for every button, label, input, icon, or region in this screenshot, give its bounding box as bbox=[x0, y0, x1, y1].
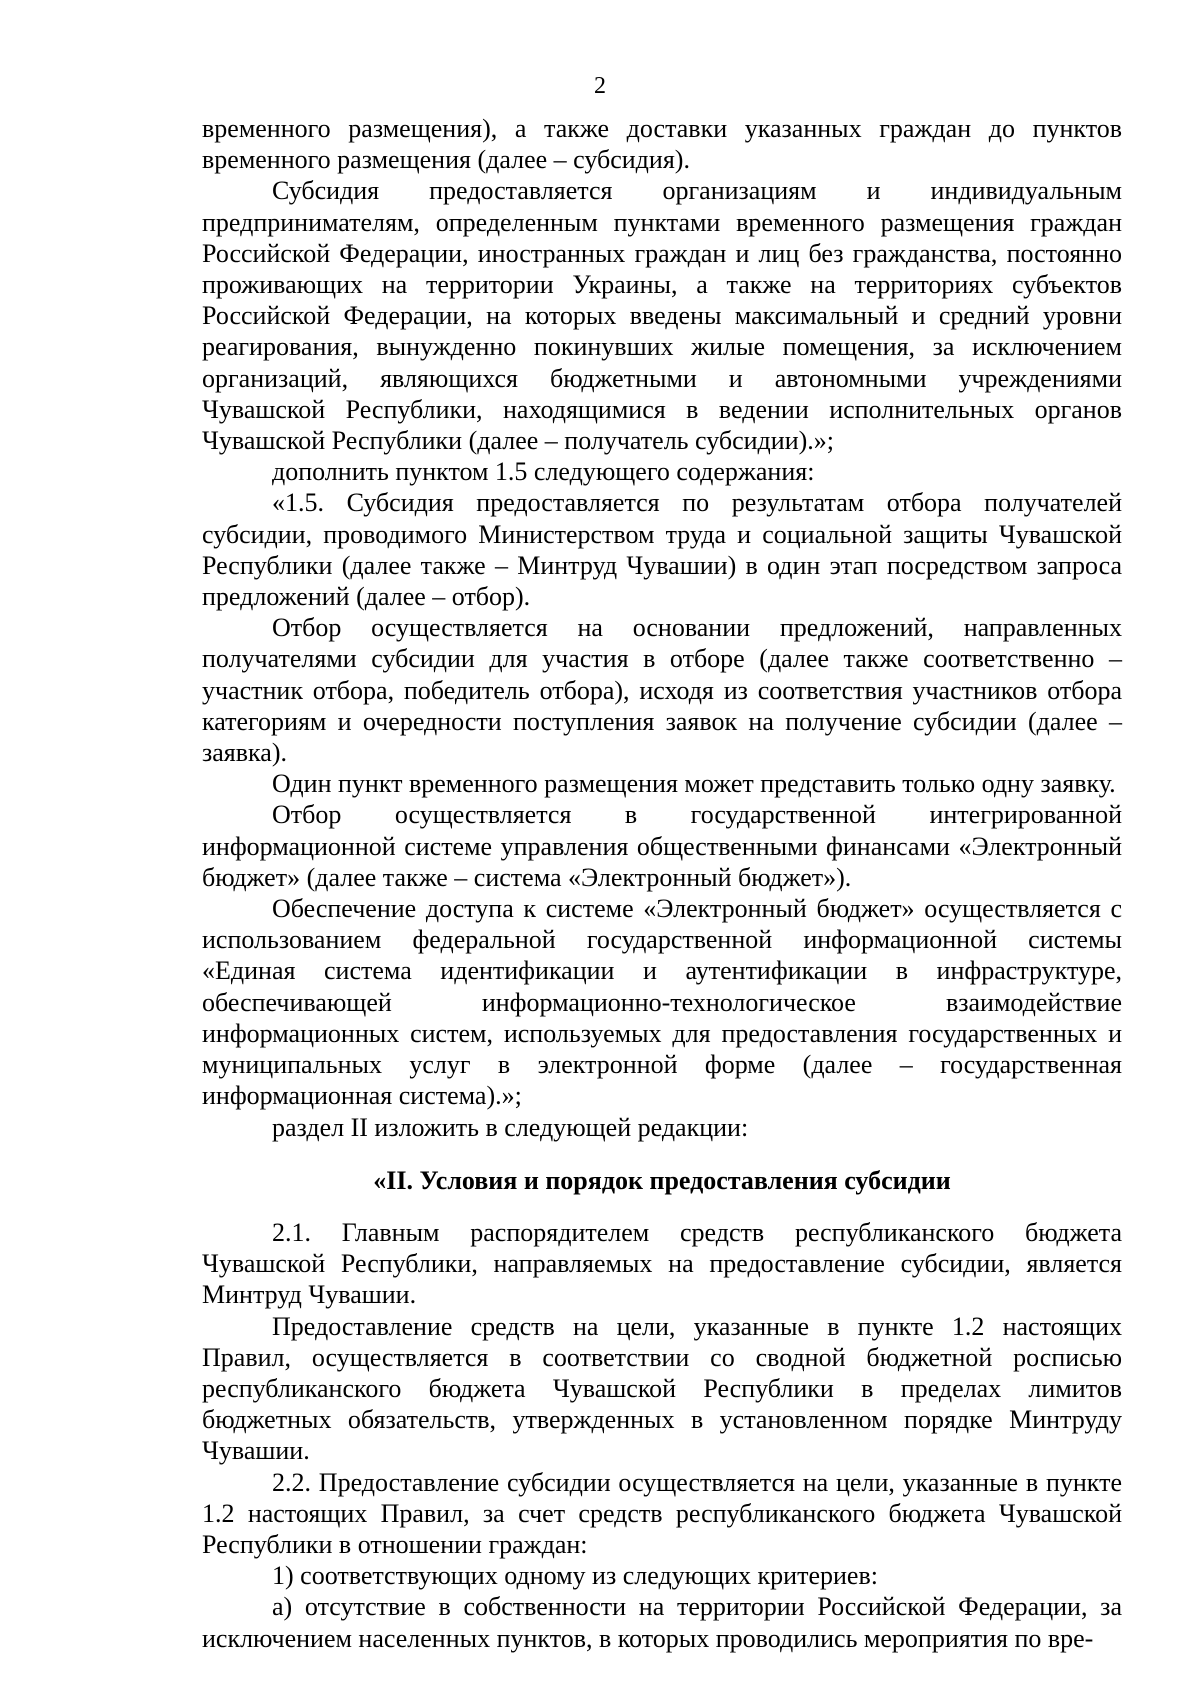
paragraph: Отбор осуществляется на основании предложений, направленных получателями субсидии для участия в отборе (далее также соответственно – участник отбора, победитель отбора), исходя из соответствия участников отбора категориям и очередности поступления заявок на получение субсидии (далее – заявка). bbox=[202, 613, 1122, 768]
paragraph: Предоставление средств на цели, указанные в пункте 1.2 настоящих Правил, осуществляется в соответствии со сводной бюджетной росписью республиканского бюджета Чувашской Республики в пределах лимитов бюджетных обязательств, утвержденных в установленном порядке Минтруду Чувашии. bbox=[202, 1311, 1122, 1466]
paragraph: дополнить пунктом 1.5 следующего содержания: bbox=[272, 457, 815, 487]
paragraph: Субсидия предоставляется организациям и индивидуальным предпринимателям, определенным пунктами временного размещения граждан Российской Федерации, иностранных граждан и лиц без гражданства, постоянно проживающих на территории Украины, а также на территориях субъектов Российской Федерации, на которых введены максимальный и средний уровни реагирования, вынужденно покинувших жилые помещения, за исключением организаций, являющихся бюджетными и автономными учреждениями Чувашской Республики, находящимися в ведении исполнительных органов Чувашской Республики (далее – получатель субсидии).»; bbox=[202, 176, 1122, 456]
section-heading: «II. Условия и порядок предоставления субсидии bbox=[373, 1165, 951, 1195]
paragraph: раздел II изложить в следующей редакции: bbox=[272, 1112, 749, 1142]
paragraph: 2.1. Главным распорядителем средств республиканского бюджета Чувашской Республики, направляемых на предоставление субсидии, является Минтруд Чувашии. bbox=[202, 1217, 1122, 1310]
paragraph: а) отсутствие в собственности на территории Российской Федерации, за исключением населенных пунктов, в которых проводились мероприятия по вре- bbox=[202, 1592, 1122, 1653]
paragraph: Обеспечение доступа к системе «Электронный бюджет» осуществляется с использованием федеральной государственной информационной системы «Единая система идентификации и аутентификации в инфраструктуре, обеспечивающей информационно-технологическое взаимодействие информационных систем, используемых для предоставления государственных и муниципальных услуг в электронной форме (далее – государственная информационная система).»; bbox=[202, 894, 1122, 1111]
paragraph: 2.2. Предоставление субсидии осуществляется на цели, указанные в пункте 1.2 настоящих Правил, за счет средств республиканского бюджета Чувашской Республики в отношении граждан: bbox=[202, 1467, 1122, 1559]
document-body bbox=[202, 113, 1122, 1654]
paragraph: временного размещения), а также доставки указанных граждан до пунктов временного размещения (далее – субсидия). bbox=[202, 114, 1122, 175]
paragraph: Один пункт временного размещения может представить только одну заявку. bbox=[272, 769, 1116, 799]
paragraph: 1) соответствующих одному из следующих критериев: bbox=[272, 1561, 878, 1591]
paragraph: Отбор осуществляется в государственной интегрированной информационной системе управления общественными финансами «Электронный бюджет» (далее также – система «Электронный бюджет»). bbox=[202, 800, 1122, 892]
paragraph: «1.5. Субсидия предоставляется по результатам отбора получателей субсидии, проводимого Министерством труда и социальной защиты Чувашской Республики (далее также – Минтруд Чувашии) в один этап посредством запроса предложений (далее – отбор). bbox=[202, 488, 1122, 612]
page-number: 2 bbox=[594, 73, 606, 99]
